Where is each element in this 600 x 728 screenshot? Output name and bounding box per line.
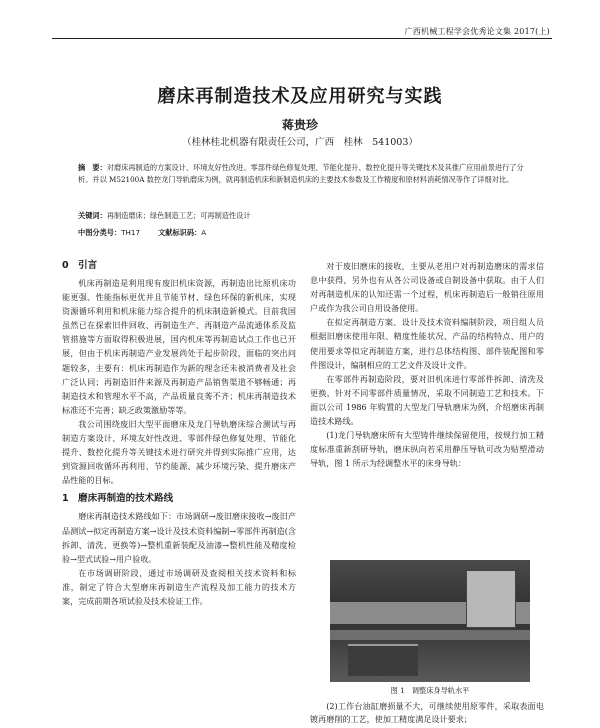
section-heading-intro: 0 引言 [62, 260, 98, 271]
paragraph: (2)工作台油缸磨损量不大，可继续使用原零件，采取表面电镀再磨削的工艺，使加工精度满足设计要求； [310, 701, 544, 724]
doc-code-label: 文献标识码： [158, 228, 202, 237]
doc-code-value: A [201, 228, 207, 237]
author-name: 蒋贵珍 [281, 118, 318, 132]
right-column [310, 259, 544, 470]
figure-1-caption: 图 1 调整床身导轨水平 [390, 686, 470, 695]
abstract [78, 162, 532, 185]
paragraph: 机床再制造是利用现有废旧机床资源，再制造出比原机床功能更强、性能指标更优并且节能节材、绿色环保的新机床，实现资源循环利用和机床能力综合提升的机床制造新模式。目前我国虽然已在探索旧件回收、再制造生产、再制造产品流通体系及监管措施等方面取得积极进展，国内机床等再制造试点工作也已开展，但由于机床再制造产业发展尚处于起步阶段，面临的突出问题较多，主要有：机床再制造作为新的理念还未被消费者及社会广泛认同；再制造旧件来源及再制造产品销售渠道不够畅通；再制造技术和管理水平不高，产品质量良莠不齐；机床再制造技术标准还不完善；缺乏政策激励等等。 [62, 278, 296, 415]
paragraph: (1)龙门导轨磨床所有大型铸件继续保留使用，按规行加工精度标准重新刮研导轨，磨床纵向若采用静压导轨可改为贴塑滑动导轨，图 1 所示为经调整水平的床身导轨： [310, 430, 544, 469]
paragraph: 在零部件再制造阶段，要对旧机床进行零部件拆卸、清洗及更换，针对不同零部件质量情况，采取不同制造工艺和技术。下面以公司 1986 年购置的大型龙门导轨磨床为例，介绍磨床再制造技术路线。 [310, 373, 544, 427]
abstract-text: 对磨床再制造的方案设计、环境友好性改进、零部件绿色修复处理、节能化提升、数控化提升等关键技术及其推广应用前景进行了分析。并以 M52100A 数控龙门导轨磨床为例，就再制造机床和新制造机床的主要技术参数及工作精度和原材料消耗情况等作了详细对比。 [78, 163, 524, 184]
paper-title: 磨床再制造技术及应用研究与实践 [157, 86, 443, 107]
running-head: 广西机械工程学会优秀论文集 2017(上) [404, 27, 550, 36]
paragraph: 对于废旧磨床的接收，主要从老用户对再制造磨床的需求信息中获得，另外也有从各公司设备或自制设备中获取。由于人们对再制造机床的认知还需一个过程，机床再制造后一般销往原用户或作为我公司自用设备使用。 [310, 261, 544, 314]
right-column-bottom [310, 700, 544, 726]
left-column [62, 259, 296, 608]
section-heading-route: 1 磨床再制造的技术路线 [62, 493, 174, 505]
paragraph: 我公司围绕废旧大型平面磨床及龙门导轨磨床综合测试与再制造方案设计、环境友好性改进、零部件绿色修复处理、节能化提升、数控化提升等关键技术进行研究并得到实际推广应用，达到资源回收循环再利用、节约能源、减少环境污染、提升磨床产品性能的目标。 [62, 418, 296, 486]
classification-info [78, 228, 532, 238]
photo-bed-rail-lower [330, 630, 530, 640]
paragraph: 在拟定再制造方案、设计及技术资料编制阶段，项目组人员根据旧磨床使用年限、精度性能状况、产品的结构特点、用户的使用要求等拟定再制造方案，进行总体结构图、部件装配图和零件图设计，编制相应的工艺文件及设计文件。 [310, 317, 544, 370]
author-affiliation: （桂林桂北机器有限责任公司，广西 桂林 541003） [182, 137, 418, 148]
photo-machine-block [348, 644, 418, 676]
clc-value: TH17 [121, 228, 141, 237]
keywords [78, 210, 532, 221]
header-rule [52, 38, 552, 39]
photo-control-panel [466, 570, 516, 628]
keywords-label: 关键词： [78, 211, 107, 220]
paragraph: 在市场调研阶段，通过市场调研及查阅相关技术资料和标准，制定了符合大型磨床再制造生产流程及加工能力的技术方案，完成前期各项试验及技术验证工作。 [62, 567, 296, 606]
abstract-label: 摘 要： [78, 163, 107, 172]
figure-1-photo [330, 560, 530, 682]
clc-label: 中图分类号： [78, 228, 122, 237]
keywords-text: 再制造磨床；绿色制造工艺；可再制造性设计 [106, 211, 251, 220]
paragraph: 磨床再制造技术路线如下：市场调研→废旧磨床接收→废旧产品测试→拟定再制造方案→设计及技术资料编制→零部件再制造(含拆卸、清洗、更换等)→整机重新装配及油漆→整机性能及精度检验→型式试验→用户验收。 [62, 511, 296, 564]
